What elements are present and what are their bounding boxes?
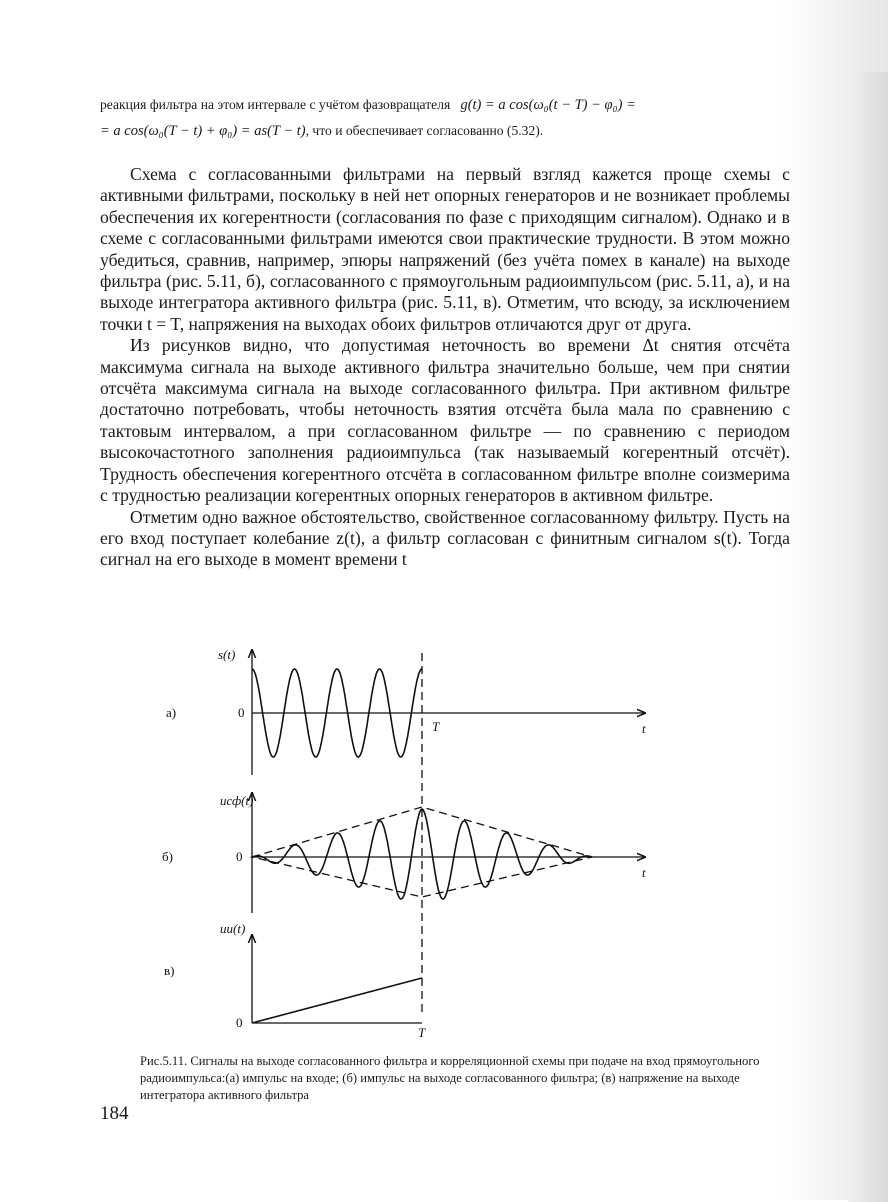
panel-b-xlabel: t	[642, 865, 646, 880]
panel-b-zero: 0	[236, 849, 243, 864]
panel-c-ylabel: uи(t)	[220, 921, 246, 936]
figure-caption: Рис.5.11. Сигналы на выходе согласованного фильтра и корреляционной схемы при подаче на вход прямоугольного радиоимпульса:(а) импульс на входе; (б) импульс на выходе согласованного фильтра; (в) напряжение на выходе интегратора активного фильтра	[140, 1054, 760, 1102]
paragraph-2: Из рисунков видно, что допустимая неточность во времени Δt снятия отсчёта максимума сигнала на выходе активного фильтра значительно больше, чем при снятии отсчёта максимума сигнала на выходе согласованного фильтра. При активном фильтре достаточно потребовать, чтобы неточность взятия отсчёта была мала по сравнению с тактовым интервалом, а при согласованном фильтре — по сравнению с периодом высокочастотного заполнения радиоимпульса (так называемый когерентный отсчёт). Трудность обеспечения когерентного отсчёта в согласованном фильтре вполне соизмерима с трудностью реализации когерентных опорных генераторов в активном фильтре.	[100, 335, 790, 506]
panel-c-zero: 0	[236, 1015, 243, 1030]
page-binding-shadow	[848, 72, 888, 1202]
top-formula-line1: g(t) = a cos(ω₀(t − T) − φ₀) =	[460, 97, 636, 113]
body-text	[100, 164, 790, 571]
top-formula-paragraph	[100, 92, 790, 144]
paragraph-3: Отметим одно важное обстоятельство, свойственное согласованному фильтру. Пусть на его вход поступает колебание z(t), а фильтр согласован с финитным сигналом s(t). Тогда сигнал на его выходе в момент времени t	[100, 506, 790, 570]
top-text-before: реакция фильтра на этом интервале с учётом фазовращателя	[100, 97, 451, 112]
panel-a-label: а)	[166, 705, 177, 720]
panel-a-zero: 0	[238, 705, 245, 720]
panel-a-marker: T	[432, 719, 440, 734]
page-number: 184	[100, 1103, 129, 1124]
figure-svg	[150, 645, 710, 1040]
panel-c-marker: T	[418, 1025, 426, 1040]
panel-c-ramp	[252, 978, 422, 1023]
panel-a-ylabel: s(t)	[218, 647, 236, 662]
panel-a-xlabel: t	[642, 721, 646, 736]
top-text-after: , что и обеспечивает согласованно (5.32).	[305, 123, 544, 138]
panel-b-ylabel: uсф(t)	[220, 793, 254, 808]
paragraph-1: Схема с согласованными фильтрами на первый взгляд кажется проще схемы с активными фильтрами, поскольку в ней нет опорных генераторов и не возникает проблемы обеспечения их когерентности (согласования по фазе с приходящим сигналом). Однако и в схеме с согласованными фильтрами имеются свои практические трудности. В этом можно убедиться, сравнив, например, эпюры напряжений (без учёта помех в канале) на выходе фильтра (рис. 5.11, б), согласованного с прямоугольным радиоимпульсом (рис. 5.11, а), и на выходе интегратора активного фильтра (рис. 5.11, в). Отметим, что всюду, за исключением точки t = T, напряжения на выходах обоих фильтров отличаются друг от друга.	[100, 164, 790, 334]
panel-c-label: в)	[164, 963, 175, 978]
figure-5-11	[150, 645, 710, 1040]
top-formula-line2: = a cos(ω₀(T − t) + φ₀) = as(T − t)	[100, 123, 306, 139]
panel-b-label: б)	[162, 849, 173, 864]
